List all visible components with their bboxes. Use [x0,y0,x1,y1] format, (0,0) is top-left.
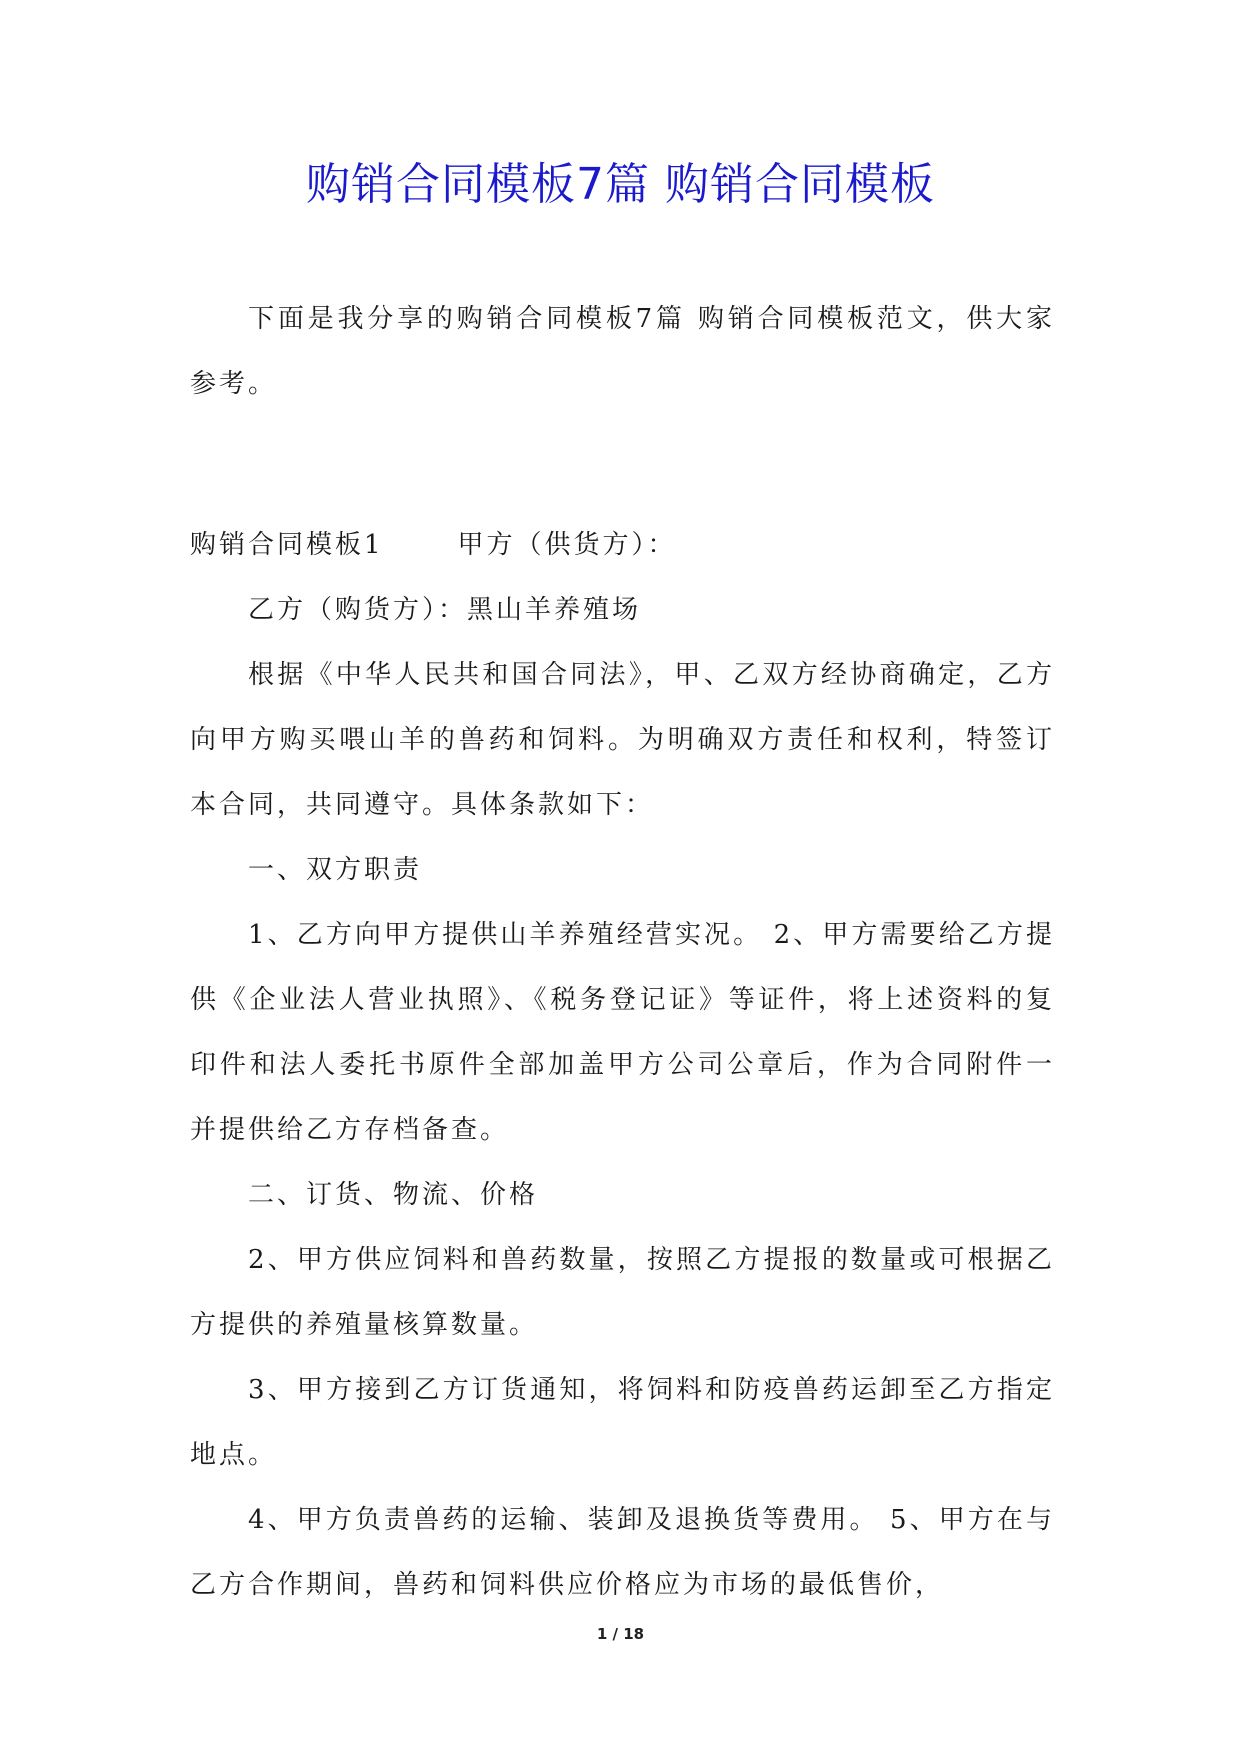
document-body [190,287,1055,1618]
document-title: 购销合同模板7篇 购销合同模板 [306,159,935,210]
clause2-item2: 2、甲方供应饲料和兽药数量，按照乙方提报的数量或可根据乙方提供的养殖量核算数量。 [190,1245,1055,1340]
page-number: 1 / 18 [596,1625,645,1643]
section-heading: 购销合同模板1 [190,530,384,560]
clause1-paragraph: 1、乙方向甲方提供山羊养殖经营实况。 2、甲方需要给乙方提供《企业法人营业执照》、《税务登记证》等证件，将上述资料的复印件和法人委托书原件全部加盖甲方公司公章后，作为合同附件一并提供给乙方存档备查。 [190,920,1055,1145]
clause2-item3: 3、甲方接到乙方订货通知，将饲料和防疫兽药运卸至乙方指定地点。 [190,1375,1055,1470]
contract-heading-line [190,513,1055,578]
spacer [190,417,1055,513]
clause2-item4: 4、甲方负责兽药的运输、装卸及退换货等费用。 5、甲方在与乙方合作期间，兽药和饲料供应价格应为市场的最低售价， [190,1505,1055,1600]
party-b-line: 乙方（购货方）：黑山羊养殖场 [248,595,642,625]
intro-paragraph: 下面是我分享的购销合同模板7篇 购销合同模板范文，供大家参考。 [190,304,1055,399]
clause1-heading: 一、双方职责 [248,855,423,885]
preamble-paragraph: 根据《中华人民共和国合同法》，甲、乙双方经协商确定，乙方向甲方购买喂山羊的兽药和饲料。为明确双方责任和权利，特签订本合同，共同遵守。具体条款如下： [190,660,1055,820]
clause2-heading: 二、订货、物流、价格 [248,1180,539,1210]
party-a-label: 甲方（供货方）： [457,530,677,560]
